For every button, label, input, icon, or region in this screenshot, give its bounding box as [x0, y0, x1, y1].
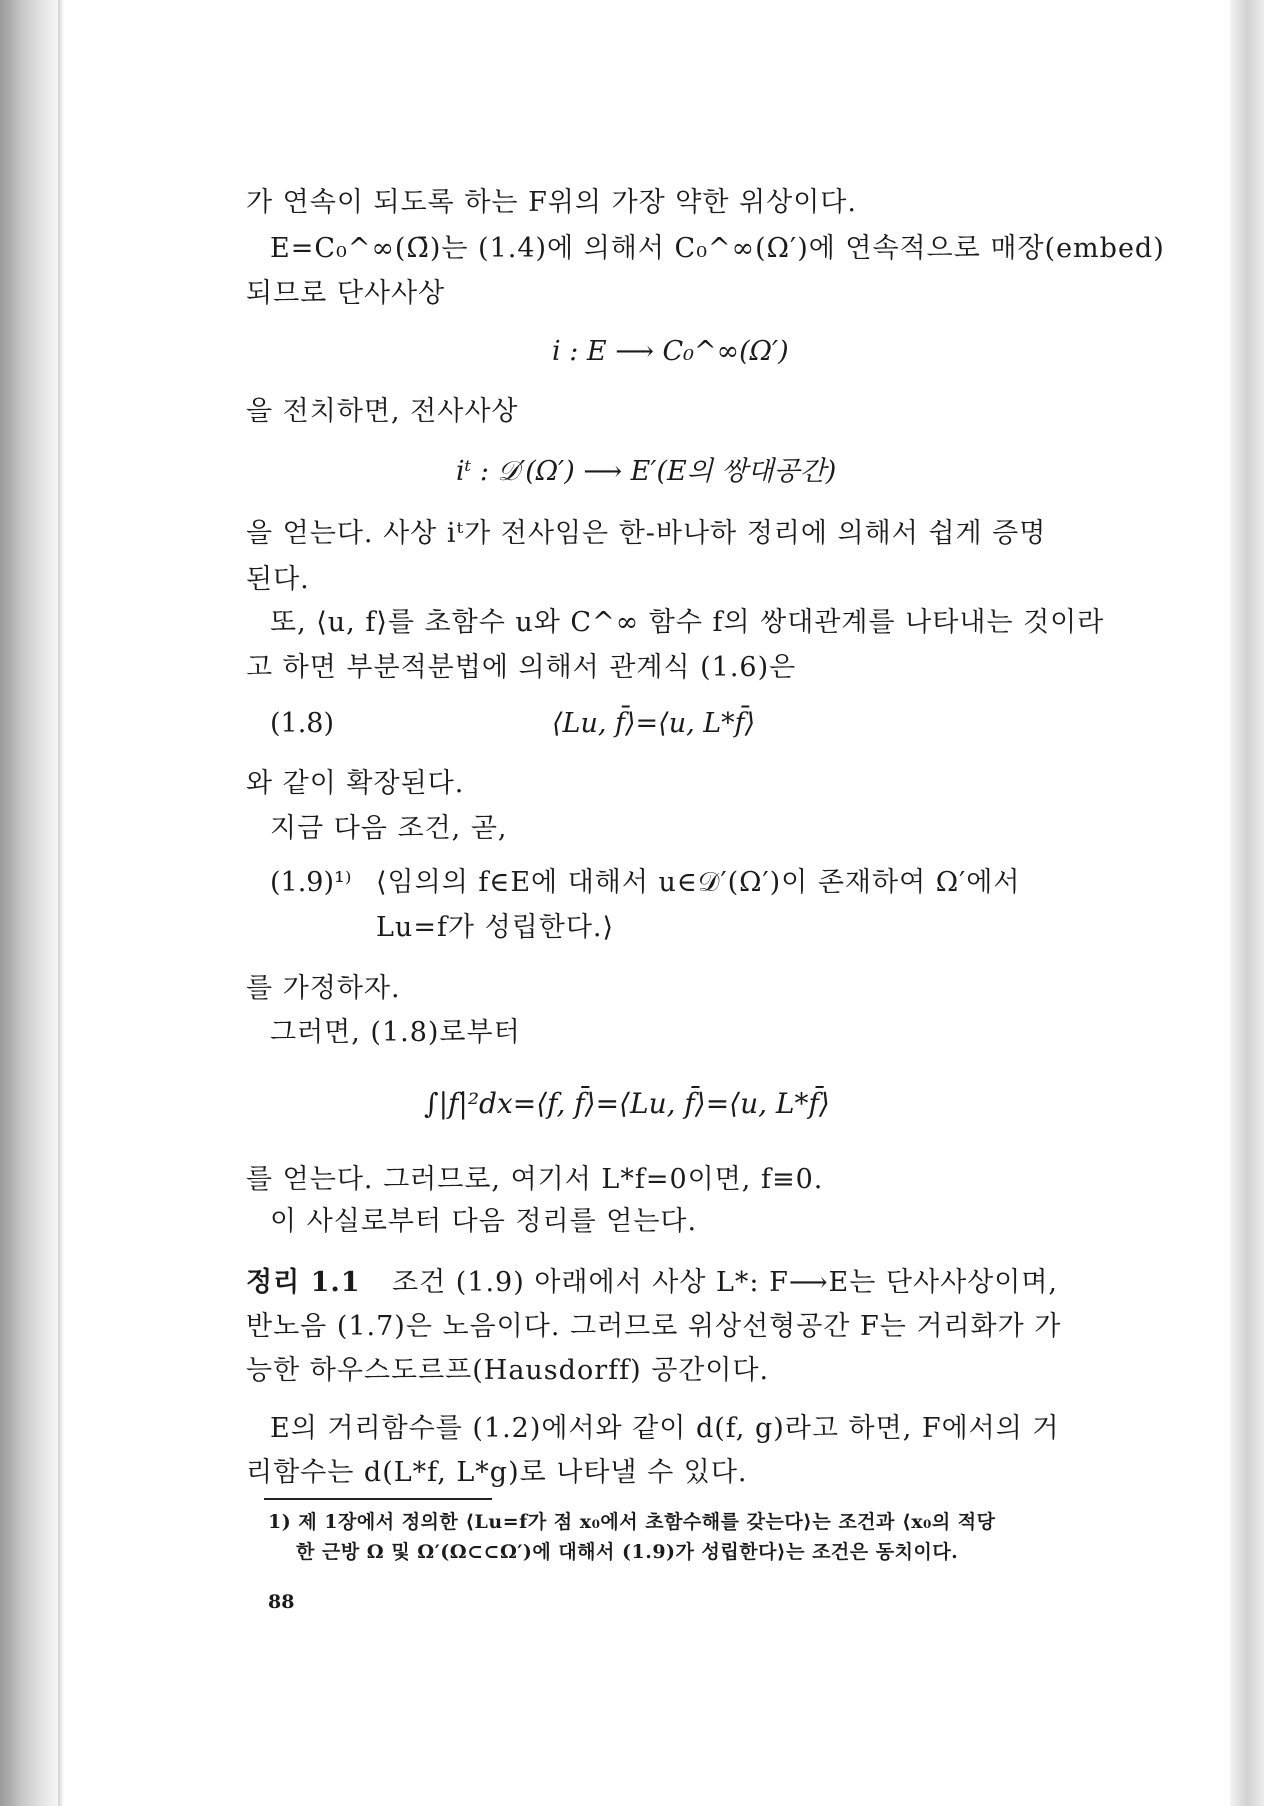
text-line: 를 가정하자. [246, 973, 401, 1004]
condition-line: ⟨임의의 f∈E에 대해서 u∈𝒟′(Ω′)이 존재하여 Ω′에서 [376, 867, 1021, 898]
text-line: 지금 다음 조건, 곧, [270, 813, 508, 844]
text-line: 를 얻는다. 그러므로, 여기서 L*f=0이면, f≡0. [246, 1164, 824, 1195]
text-line: 고 하면 부분적분법에 의해서 관계식 (1.6)은 [246, 652, 797, 683]
page-edge [1230, 0, 1264, 1806]
text-line: 와 같이 확장된다. [246, 768, 465, 799]
theorem-label: 정리 1.1 [246, 1267, 361, 1298]
theorem-line: 능한 하우스도르프(Hausdorff) 공간이다. [246, 1355, 770, 1386]
text-line: 되므로 단사사상 [246, 278, 446, 309]
text-line: E의 거리함수를 (1.2)에서와 같이 d(f, g)라고 하면, F에서의 거 [270, 1413, 1060, 1444]
text-line: 을 얻는다. 사상 iᵗ가 전사임은 한-바나하 정리에 의해서 쉽게 증명 [246, 518, 1047, 549]
formula-surjection: iᵗ : 𝒟′(Ω′) ⟶ E′(E의 쌍대공간) [456, 456, 837, 487]
footnote-line: 한 근방 Ω 및 Ω′(Ω⊂⊂Ω′)에 대해서 (1.9)가 성립한다⟩는 조건은 동치이다. [296, 1541, 959, 1563]
theorem-line: 조건 (1.9) 아래에서 사상 L*: F⟶E는 단사사상이며, [392, 1267, 1058, 1298]
text-line: 또, ⟨u, f⟩를 초함수 u와 C^∞ 함수 f의 쌍대관계를 나타내는 것이라 [270, 607, 1105, 638]
page-shadow [58, 0, 64, 1806]
text-line: 된다. [246, 564, 310, 595]
footnote-line: 1) 제 1장에서 정의한 ⟨Lu=f가 점 x₀에서 초함수해를 갖는다⟩는 조건과 ⟨x₀의 적당 [268, 1511, 996, 1533]
footnote-rule [264, 1498, 492, 1500]
equation-number: (1.8) [270, 708, 335, 739]
page-number: 88 [268, 1591, 295, 1613]
text-line: 그러면, (1.8)로부터 [270, 1017, 521, 1048]
formula-integral: ∫|f|²dx=⟨f, f̄⟩=⟨Lu, f̄⟩=⟨u, L*f̄⟩ [424, 1087, 830, 1120]
formula-injection: i : E ⟶ C₀^∞(Ω′) [552, 336, 789, 367]
text-line: 리함수는 d(L*f, L*g)로 나타낼 수 있다. [246, 1457, 748, 1488]
text-line: 을 전치하면, 전사사상 [246, 396, 519, 427]
condition-line: Lu=f가 성립한다.⟩ [376, 912, 615, 943]
text-line: 이 사실로부터 다음 정리를 얻는다. [270, 1206, 698, 1237]
book-spine [0, 0, 58, 1806]
text-line: E=C₀^∞(Ω̄)는 (1.4)에 의해서 C₀^∞(Ω′)에 연속적으로 매장(embed) [270, 233, 1165, 264]
equation-number: (1.9)¹⁾ [270, 867, 352, 898]
formula-1-8: ⟨Lu, f̄⟩=⟨u, L*f̄⟩ [552, 708, 756, 739]
text-line: 가 연속이 되도록 하는 F위의 가장 약한 위상이다. [246, 187, 857, 218]
theorem-line: 반노음 (1.7)은 노음이다. 그러므로 위상선형공간 F는 거리화가 가 [246, 1311, 1062, 1342]
